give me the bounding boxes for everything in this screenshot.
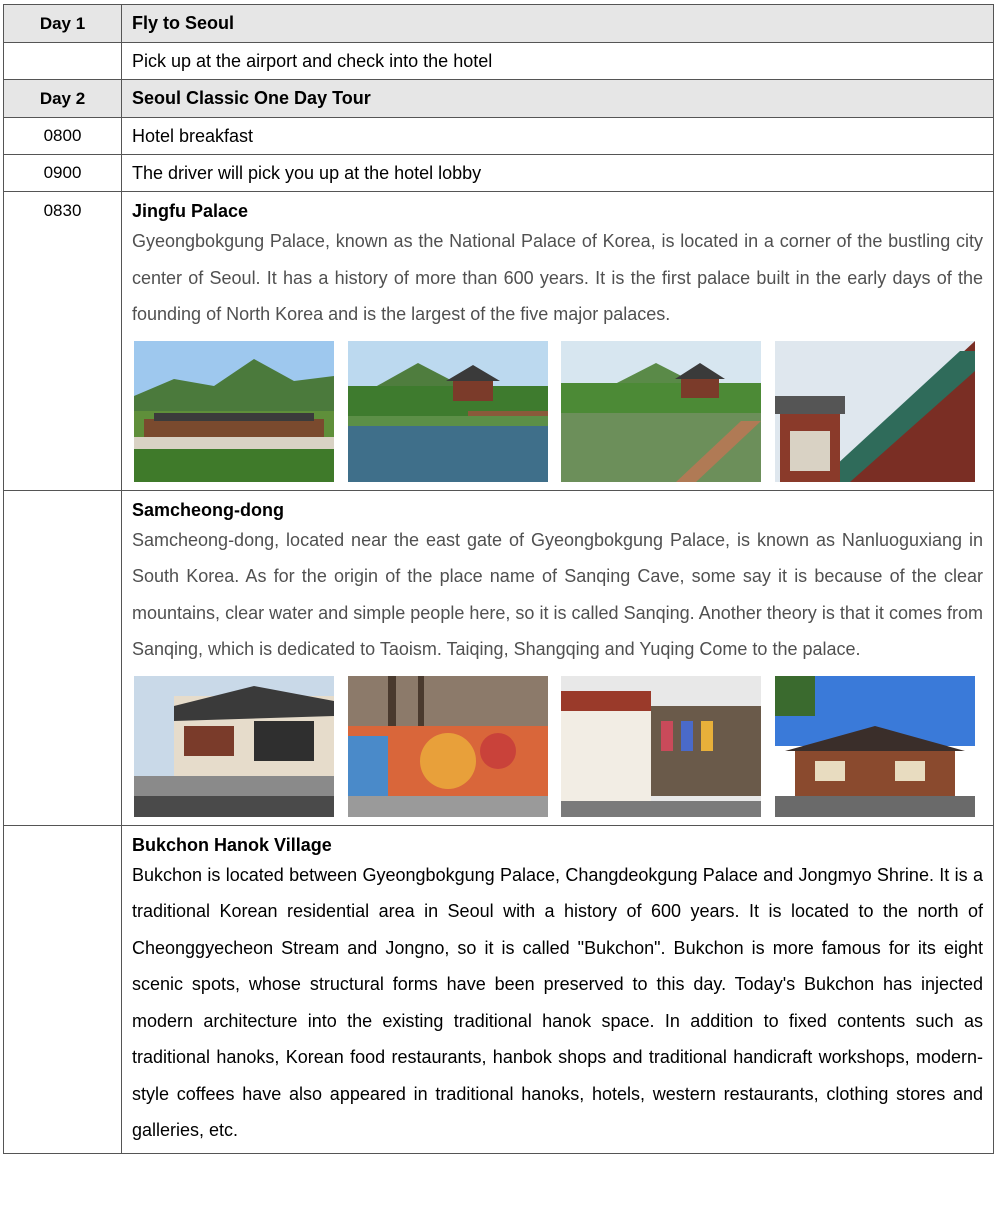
section-row-samcheong [4, 490, 994, 825]
day-1-row [4, 5, 994, 43]
pickup-time: 0900 [4, 155, 122, 192]
breakfast-text: Hotel breakfast [122, 118, 994, 155]
section-content [122, 192, 994, 491]
palace-eaves-photo [775, 341, 975, 482]
itinerary-table [3, 4, 994, 1154]
breakfast-row [4, 118, 994, 155]
palace-mountain-photo [134, 341, 334, 482]
day-1-note-time [4, 43, 122, 80]
day-1-label: Day 1 [4, 5, 122, 43]
section-content [122, 825, 994, 1153]
section-description: Samcheong-dong, located near the east gate of Gyeongbokgung Palace, is known as Nanluoguxiang in South Korea. As for the origin of the place name of Sanqing Cave, some say it is because of the clear mountains, clear water and simple people here, so it is called Sanqing. Another theory is that it comes from Sanqing, which is dedicated to Taoism. Taiqing, Shangqing and Yuqing Come to the palace. [132, 529, 983, 659]
section-title: Jingfu Palace [132, 201, 249, 221]
breakfast-time: 0800 [4, 118, 122, 155]
day-1-note-text: Pick up at the airport and check into the hotel [122, 43, 994, 80]
section-content [122, 490, 994, 825]
photo-strip [132, 341, 983, 482]
pavilion-pond-photo [348, 341, 548, 482]
section-time [4, 490, 122, 825]
section-row-palace [4, 192, 994, 491]
pickup-row [4, 155, 994, 192]
hanok-rooftop-photo [775, 676, 975, 817]
day-1-note-row [4, 43, 994, 80]
day-2-label: Day 2 [4, 80, 122, 118]
section-description: Bukchon is located between Gyeongbokgung Palace, Changdeokgung Palace and Jongmyo Shrine. It is a traditional Korean residential area in Seoul with a history of 600 years. It is located to the north of Cheonggyecheon Stream and Jongno, so it is called "Bukchon". Bukchon is more famous for its eight scenic spots, whose structural forms have been preserved to this day. Today's Bukchon has injected modern architecture into the existing traditional hanok space. In addition to fixed contents such as traditional hanoks, Korean food restaurants, hanbok shops and traditional handicraft workshops, modern-style coffees have also appeared in traditional hanoks, hotels, western restaurants, clothing stores and galleries, etc. [132, 864, 983, 1140]
street-hanok-photo [134, 676, 334, 817]
day-1-title: Fly to Seoul [122, 5, 994, 43]
mural-wall-photo [348, 676, 548, 817]
section-description: Gyeongbokgung Palace, known as the National Palace of Korea, is located in a corner of the bustling city center of Seoul. It has a history of more than 600 years. It is the first palace built in the early days of the founding of North Korea and is the largest of the five major palaces. [132, 231, 983, 324]
section-time: 0830 [4, 192, 122, 491]
section-title: Samcheong-dong [132, 499, 284, 520]
pickup-text: The driver will pick you up at the hotel lobby [122, 155, 994, 192]
bridge-pavilion-photo [561, 341, 761, 482]
cafe-alley-photo [561, 676, 761, 817]
day-2-row [4, 80, 994, 118]
photo-strip [132, 676, 983, 817]
section-title: Bukchon Hanok Village [132, 834, 332, 855]
section-time [4, 825, 122, 1153]
day-2-title: Seoul Classic One Day Tour [122, 80, 994, 118]
section-row-bukchon [4, 825, 994, 1153]
